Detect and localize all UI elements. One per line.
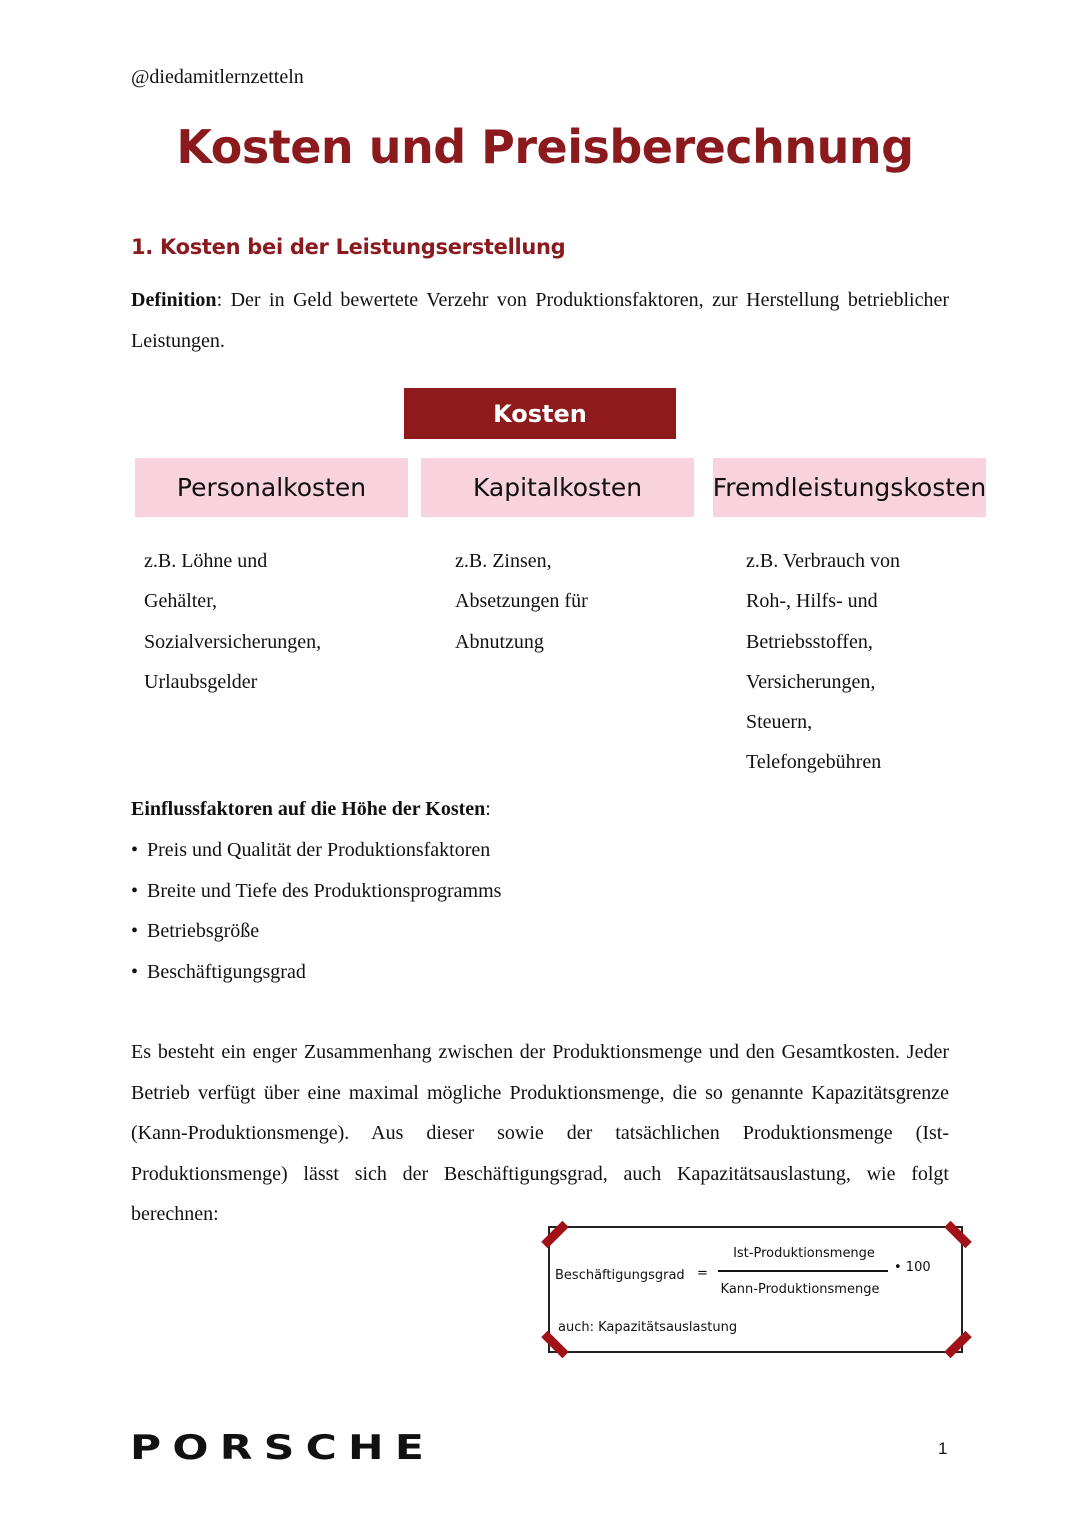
page-title: Kosten und Preisberechnung [176, 120, 914, 174]
formula-lhs: Beschäftigungsgrad [555, 1268, 685, 1283]
examples-personalkosten [144, 541, 321, 702]
example-line: Telefongebühren [746, 751, 882, 774]
example-line: Absetzungen für [455, 590, 588, 613]
example-line: Abnutzung [455, 630, 544, 653]
definition-text: : Der in Geld bewertete Verzehr von Produktionsfaktoren, zur Herstellung betrieblicher Leistungen. [131, 289, 949, 352]
list-item: • Betriebsgröße [131, 911, 501, 952]
page-number: 1 [938, 1439, 948, 1458]
example-line: Roh-, Hilfs- und [746, 590, 878, 613]
formula-note: auch: Kapazitätsauslastung [558, 1320, 738, 1335]
example-line: Sozialversicherungen, [144, 630, 322, 653]
example-line: Versicherungen, [746, 670, 876, 693]
category-personalkosten: Personalkosten [135, 458, 408, 517]
formula-box [548, 1226, 963, 1353]
category-kapitalkosten: Kapitalkosten [421, 458, 694, 517]
corner-tape [944, 1331, 972, 1359]
list-item: • Beschäftigungsgrad [131, 952, 501, 993]
explanation-paragraph: Es besteht ein enger Zusammenhang zwischen der Produktionsmenge und den Gesamtkosten. Jeder Betrieb verfügt über eine maximal mögliche Produktionsmenge, die so genannte Kapazitätsgrenze (Kann-Produktionsmenge). Aus dieser sowie der tatsächlichen Produktionsmenge (Ist-Produktionsmenge) lässt sich der Beschäftigungsgrad, auch Kapazitätsauslastung, wie folgt berechnen: [131, 1041, 949, 1225]
factors-heading: Einflussfaktoren auf die Höhe der Kosten [131, 798, 486, 820]
factors-heading-wrap [131, 789, 491, 829]
example-line: z.B. Zinsen, [455, 550, 552, 572]
diagram-root-kosten: Kosten [404, 388, 676, 439]
definition-label: Definition [131, 289, 217, 311]
formula-denominator: Kann-Produktionsmenge [720, 1282, 880, 1297]
corner-tape [944, 1221, 972, 1249]
fraction-line [718, 1270, 888, 1272]
formula-numerator: Ist-Produktionsmenge [733, 1246, 875, 1261]
formula-equals: = [697, 1266, 708, 1281]
section-heading: 1. Kosten bei der Leistungserstellung [131, 235, 566, 259]
examples-fremdleistungskosten [746, 541, 900, 783]
example-line: Steuern, [746, 711, 813, 734]
example-line: Betriebsstoffen, [746, 630, 873, 653]
factors-list [131, 830, 501, 992]
examples-kapitalkosten [455, 541, 588, 662]
definition [131, 280, 949, 361]
example-line: Gehälter, [144, 590, 218, 613]
porsche-logo: PORSCHE [130, 1428, 436, 1468]
example-line: z.B. Löhne und [144, 550, 268, 572]
example-line: z.B. Verbrauch von [746, 550, 901, 572]
list-item: • Breite und Tiefe des Produktionsprogramms [131, 871, 501, 912]
author-handle: @diedamitlernzetteln [131, 66, 304, 88]
category-fremdleistungskosten: Fremdleistungskosten [713, 458, 986, 517]
colon: : [485, 798, 491, 820]
formula-multiplier: • 100 [894, 1260, 931, 1275]
example-line: Urlaubsgelder [144, 670, 258, 693]
list-item: • Preis und Qualität der Produktionsfaktoren [131, 830, 501, 871]
